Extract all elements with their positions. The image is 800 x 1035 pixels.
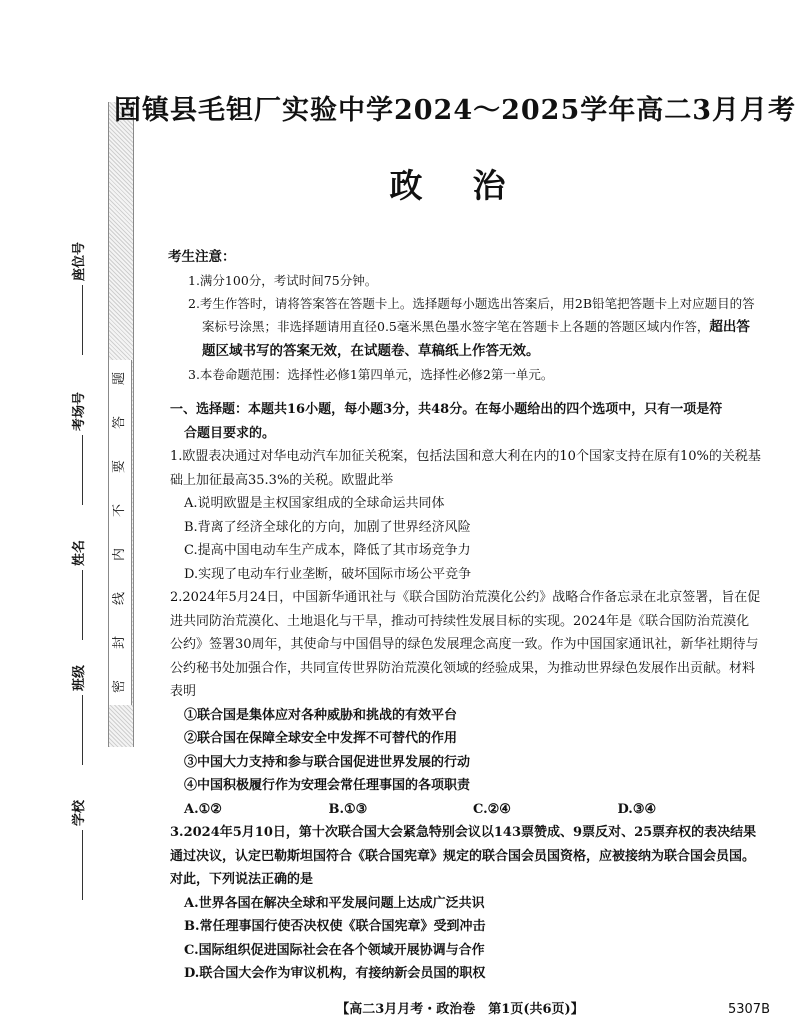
option-b: B.背离了经济全球化的方向，加剧了世界经济风险 [184,519,471,535]
option-b: B.①③ [328,801,368,817]
paper-code: 5307B [727,1002,770,1017]
question-3 [170,821,762,986]
notice-item: 3.本卷命题范围：选择性必修1第四单元，选择性必修2第一单元。 [188,367,554,382]
notice-item: 2.考生作答时，请将答案答在答题卡上。选择题每小题选出答案后，用2B铅笔把答题卡上对应题目的答案标号涂黑；非选择题请用直径0.5毫米黑色墨水签字笔在答题卡上各题的答题区域内作答，超出答题区域书写的答案无效，在试题卷、草稿纸上作答无效。 [188,296,755,359]
option-d: D.联合国大会作为审议机构，有接纳新会员国的职权 [184,966,486,981]
notice-heading: 考生注意： [168,249,236,265]
option-b: B.常任理事国行使否决权使《联合国宪章》受到冲击 [184,919,486,934]
seal-char: 要 [112,459,128,474]
seal-char: 密 [112,679,128,694]
seal-char: 答 [112,415,128,430]
seal-char: 封 [112,635,128,650]
question-stem: 3.2024年5月10日，第十次联合国大会紧急特别会议以143票赞成、9票反对、25票弃权的表决结果通过决议，认定巴勒斯坦国符合《联合国宪章》规定的联合国会员国资格，应被接纳为联合国会员国。对此，下列说法正确的是 [170,825,757,887]
option-d: D.③④ [617,801,657,817]
option-a: A.说明欧盟是主权国家组成的全球命运共同体 [184,496,445,511]
school-field: 学校 [68,800,87,900]
page-footer: 【高二3月月考・政治卷 第1页(共6页)】 [336,1002,584,1017]
option-c: C.提高中国电动车生产成本，降低了其市场竞争力 [184,543,471,558]
statement-4: ④中国积极履行作为安理会常任理事国的各项职责 [184,778,471,793]
seal-char: 内 [112,547,128,562]
seat-number-field: 座位号 [68,242,87,355]
question-stem: 1.欧盟表决通过对华电动汽车加征关税案，包括法国和意大利在内的10个国家支持在原有10%的关税基础上加征最高35.3%的关税。欧盟此举 [170,449,761,488]
option-a: A.世界各国在解决全球和平发展问题上达成广泛共识 [184,895,485,911]
seal-char: 题 [112,371,128,386]
option-row [170,798,762,822]
name-field: 姓名 [68,540,87,640]
class-field: 班级 [68,665,87,765]
exam-title: 固镇县毛钽厂实验中学2024～2025学年高二3月月考 [113,95,797,126]
exam-notice [168,246,760,386]
seal-char: 不 [112,503,128,518]
seal-line-strip [108,360,132,705]
notice-item: 1.满分100分，考试时间75分钟。 [188,273,378,288]
option-a: A.①② [184,801,222,817]
question-stem: 2.2024年5月24日，中国新华通讯社与《联合国防治荒漠化公约》战略合作备忘录在北京签署，旨在促进共同防治荒漠化、土地退化与干旱，推动可持续性发展目标的实现。2024年是《联合国防治荒漠化公约》签署30周年，其使命与中国倡导的绿色发展理念高度一致。作为中国国家通讯社，新华社期待与公约秘书处加强合作，共同宣传世界防治荒漠化领域的经验成果，为推动世界绿色发展作出贡献。材料表明 [170,590,761,699]
statement-2: ②联合国在保障全球安全中发挥不可替代的作用 [184,731,458,746]
option-c: C.②④ [473,801,511,817]
question-area [170,398,762,986]
seal-char: 线 [112,591,128,606]
subject-title: 政治 [389,166,556,205]
exam-room-field: 考场号 [68,392,87,505]
question-1 [170,445,762,586]
notice-warning: 超出答题区域书写的答案无效，在试题卷、草稿纸上作答无效。 [202,319,750,359]
question-2 [170,586,762,821]
option-d: D.实现了电动车行业垄断，破坏国际市场公平竞争 [184,566,472,582]
statement-1: ①联合国是集体应对各种威胁和挑战的有效平台 [184,707,458,723]
section-title: 一、选择题：本题共16小题，每小题3分，共48分。在每小题给出的四个选项中，只有一项是符 合题目要求的。 [170,402,723,441]
statement-3: ③中国大力支持和参与联合国促进世界发展的行动 [184,754,471,770]
option-c: C.国际组织促进国际社会在各个领域开展协调与合作 [184,942,485,958]
